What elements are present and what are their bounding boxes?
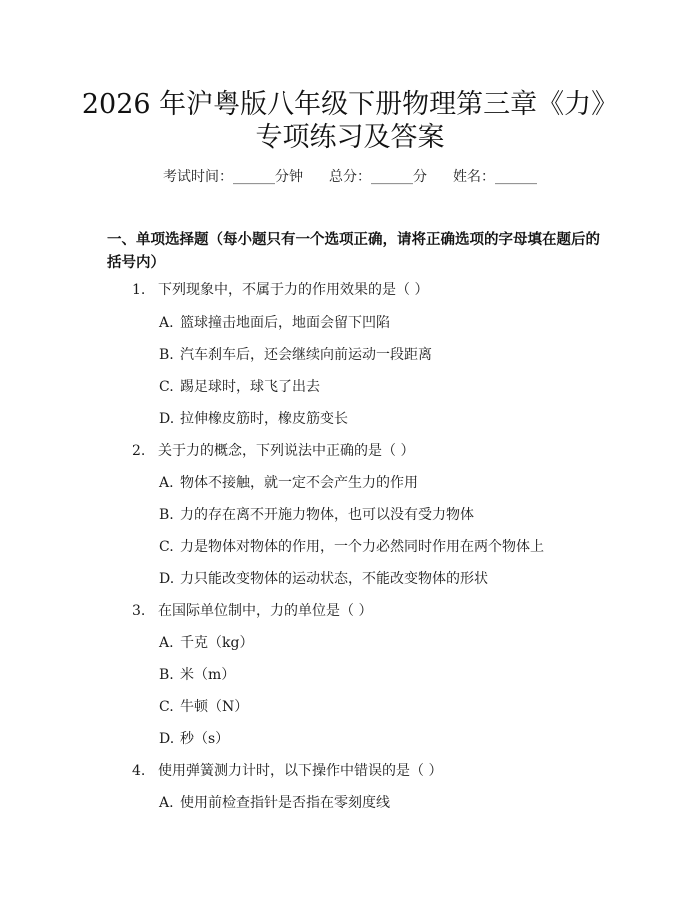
exam-meta-line <box>0 166 700 188</box>
question-2 <box>132 440 414 462</box>
option-text: 汽车刹车后，还会继续向前运动一段距离 <box>180 347 432 363</box>
question-2-option-d <box>159 568 488 590</box>
option-letter: A. <box>159 635 174 651</box>
option-text: 物体不接触，就一定不会产生力的作用 <box>180 475 418 491</box>
student-name-label: 姓名： <box>453 169 495 185</box>
section-heading-single-choice: 一、单项选择题（每小题只有一个选项正确，请将正确选项的字母填在题后的括号内） <box>107 231 600 271</box>
total-score-unit: 分 <box>413 169 427 185</box>
total-score-blank: ______ <box>371 169 413 185</box>
option-letter: B. <box>159 667 174 683</box>
exam-time-blank: ______ <box>233 169 275 185</box>
option-letter: B. <box>159 347 174 363</box>
option-text: 踢足球时，球飞了出去 <box>180 379 320 395</box>
option-text: 力的存在离不开施力物体，也可以没有受力物体 <box>180 507 474 523</box>
question-1-option-c <box>159 376 320 398</box>
question-2-option-b <box>159 504 474 526</box>
question-3-option-d <box>159 728 229 750</box>
option-letter: A. <box>159 315 174 331</box>
document-title-line-1: 2026 年沪粤版八年级下册物理第三章《力》 <box>81 89 619 120</box>
option-letter: D. <box>159 411 175 427</box>
option-letter: D. <box>159 571 175 587</box>
option-letter: C. <box>159 699 174 715</box>
option-text: 千克（kg） <box>180 635 254 651</box>
question-number: 3. <box>132 603 146 619</box>
question-2-option-a <box>159 472 418 494</box>
question-2-option-c <box>159 536 544 558</box>
option-text: 力是物体对物体的作用，一个力必然同时作用在两个物体上 <box>180 539 544 555</box>
question-text: 使用弹簧测力计时，以下操作中错误的是（ ） <box>158 763 443 779</box>
option-letter: A. <box>159 795 174 811</box>
option-letter: D. <box>159 731 175 747</box>
option-text: 拉伸橡皮筋时，橡皮筋变长 <box>180 411 348 427</box>
option-letter: A. <box>159 475 174 491</box>
option-text: 秒（s） <box>180 731 230 747</box>
question-text: 关于力的概念，下列说法中正确的是（ ） <box>158 443 415 459</box>
question-3 <box>132 600 372 622</box>
option-letter: C. <box>159 379 174 395</box>
question-1-option-d <box>159 408 348 430</box>
option-text: 牛顿（N） <box>180 699 249 715</box>
question-text: 在国际单位制中，力的单位是（ ） <box>158 603 373 619</box>
question-number: 2. <box>132 443 146 459</box>
question-number: 1. <box>132 282 146 298</box>
question-1 <box>132 279 428 301</box>
option-letter: C. <box>159 539 174 555</box>
question-4 <box>132 760 442 782</box>
question-3-option-a <box>159 632 253 654</box>
option-text: 使用前检查指针是否指在零刻度线 <box>180 795 390 811</box>
question-text: 下列现象中，不属于力的作用效果的是（ ） <box>158 282 429 298</box>
exam-time-unit: 分钟 <box>275 169 303 185</box>
question-1-option-a <box>159 312 390 334</box>
question-4-option-a <box>159 792 390 814</box>
question-3-option-b <box>159 664 235 686</box>
exam-time-label: 考试时间： <box>163 169 233 185</box>
option-text: 米（m） <box>180 667 236 683</box>
question-1-option-b <box>159 344 432 366</box>
option-text: 力只能改变物体的运动状态，不能改变物体的形状 <box>180 571 488 587</box>
question-3-option-c <box>159 696 248 718</box>
option-letter: B. <box>159 507 174 523</box>
option-text: 篮球撞击地面后，地面会留下凹陷 <box>180 315 390 331</box>
document-title-line-2: 专项练习及答案 <box>255 122 445 153</box>
total-score-label: 总分： <box>329 169 371 185</box>
student-name-blank: ______ <box>495 169 537 185</box>
question-number: 4. <box>132 763 146 779</box>
